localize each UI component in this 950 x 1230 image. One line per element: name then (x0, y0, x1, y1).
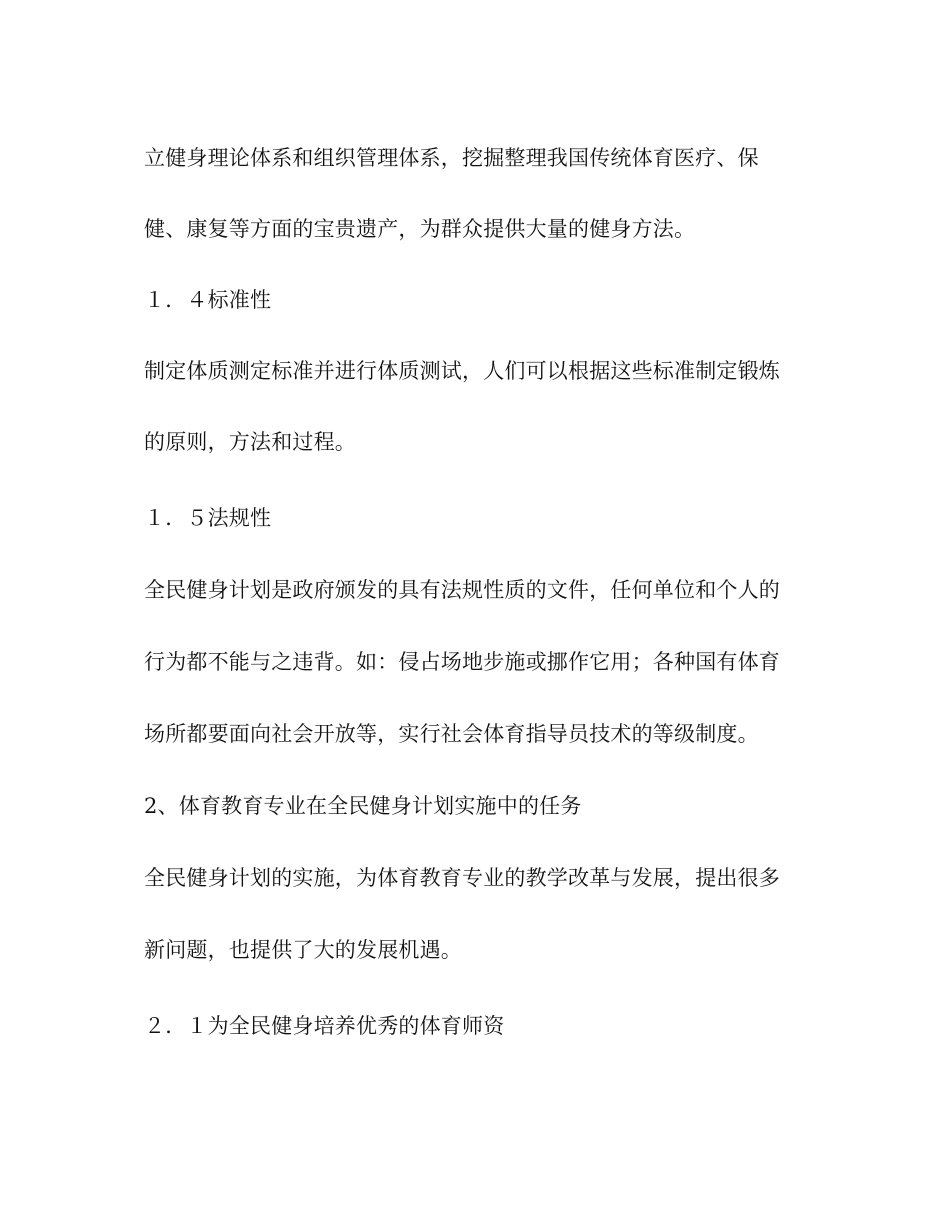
paragraph-line: 全民健身计划是政府颁发的具有法规性质的文件，任何单位和个人的 (144, 578, 780, 602)
paragraph-line: 场所都要面向社会开放等，实行社会体育指导员技术的等级制度。 (144, 722, 759, 746)
paragraph-line: 健、康复等方面的宝贵遗产，为群众提供大量的健身方法。 (144, 217, 696, 241)
section-heading-2-1: ２．１为全民健身培养优秀的体育师资 (144, 1014, 505, 1038)
paragraph-line: 制定体质测定标准并进行体质测试，人们可以根据这些标准制定锻炼 (144, 359, 780, 383)
paragraph-line: 的原则，方法和过程。 (144, 430, 356, 454)
paragraph-line: 行为都不能与之违背。如：侵占场地步施或挪作它用；各种国有体育 (144, 650, 780, 674)
section-heading-1-5: １．５法规性 (144, 506, 272, 530)
paragraph-line: 立健身理论体系和组织管理体系，挖掘整理我国传统体育医疗、保 (144, 146, 759, 170)
paragraph-line: 新问题，也提供了大的发展机遇。 (144, 938, 462, 962)
section-heading-1-4: １．４标准性 (144, 288, 272, 312)
paragraph-line: 全民健身计划的实施，为体育教育专业的教学改革与发展，提出很多 (144, 866, 780, 890)
section-heading-2: 2、体育教育专业在全民健身计划实施中的任务 (144, 794, 582, 818)
